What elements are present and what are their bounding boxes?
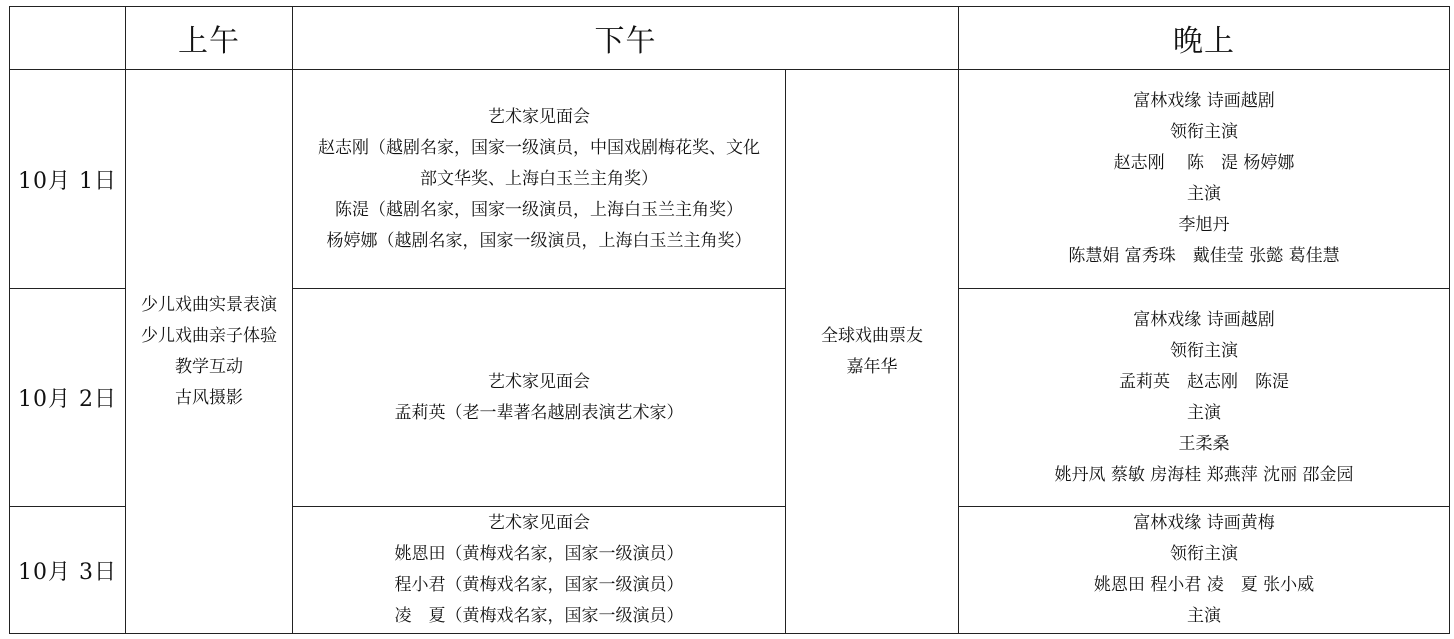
meetup-title: 艺术家见面会 (488, 106, 590, 127)
morning-activities (126, 290, 292, 414)
role-label: 主演 (1187, 402, 1221, 423)
date-cell: 10月 2日 (10, 289, 126, 507)
corner-cell (10, 7, 126, 70)
artist-line: 陈湜（越剧名家，国家一级演员，上海白玉兰主角奖） (335, 199, 743, 220)
artist-line: 姚恩田（黄梅戏名家，国家一级演员） (394, 544, 684, 564)
evening-performance (959, 86, 1449, 272)
evening-performance-cell (959, 70, 1450, 289)
artist-line: 凌 夏（黄梅戏名家，国家一级演员） (394, 606, 684, 626)
meetup-title: 艺术家见面会 (488, 513, 590, 533)
afternoon-meetup-cell (293, 507, 786, 634)
show-title: 富林戏缘 诗画黄梅 (1133, 513, 1275, 533)
artist-line: 赵志刚（越剧名家，国家一级演员，中国戏剧梅花奖、文化 (318, 137, 760, 158)
afternoon-meetup (293, 367, 785, 429)
lead-actors: 赵志刚 陈 湜 杨婷娜 (1113, 153, 1295, 173)
schedule-table (9, 6, 1450, 634)
role-label: 领衔主演 (1170, 340, 1238, 361)
actor-line: 王柔桑 (1178, 433, 1230, 454)
carnival-line: 全球戏曲票友 (821, 325, 923, 346)
header-row (10, 7, 1450, 70)
header-evening: 晚上 (959, 7, 1450, 70)
afternoon-meetup (293, 102, 785, 257)
artist-line: 孟莉英（老一辈著名越剧表演艺术家） (394, 402, 684, 423)
header-morning: 上午 (126, 7, 293, 70)
morning-line: 少儿戏曲亲子体验 (141, 325, 277, 346)
show-title: 富林戏缘 诗画越剧 (1133, 309, 1275, 330)
role-label: 领衔主演 (1170, 122, 1238, 142)
evening-performance (959, 508, 1449, 632)
actor-line: 陈慧娟 富秀珠 戴佳莹 张懿 葛佳慧 (1068, 246, 1340, 266)
role-label: 主演 (1187, 606, 1221, 626)
actor-line: 李旭丹 (1178, 215, 1230, 235)
artist-line: 部文华奖、上海白玉兰主角奖） (420, 168, 658, 189)
date-cell: 10月 3日 (10, 507, 126, 634)
afternoon-meetup-cell (293, 70, 786, 289)
evening-performance (959, 305, 1449, 491)
morning-line: 教学互动 (175, 356, 243, 377)
evening-performance-cell (959, 289, 1450, 507)
meetup-title: 艺术家见面会 (488, 371, 590, 392)
show-title: 富林戏缘 诗画越剧 (1133, 91, 1275, 111)
header-afternoon: 下午 (293, 7, 959, 70)
morning-activities-cell (126, 70, 293, 634)
afternoon-meetup (293, 508, 785, 632)
afternoon-meetup-cell (293, 289, 786, 507)
afternoon-carnival-cell (786, 70, 959, 634)
afternoon-carnival (786, 321, 958, 383)
day-row-1 (10, 70, 1450, 289)
evening-performance-cell (959, 507, 1450, 634)
role-label: 主演 (1187, 184, 1221, 204)
carnival-line: 嘉年华 (846, 356, 898, 377)
artist-line: 杨婷娜（越剧名家，国家一级演员，上海白玉兰主角奖） (326, 230, 752, 251)
actor-line: 姚丹凤 蔡敏 房海桂 郑燕萍 沈丽 邵金园 (1054, 464, 1354, 485)
date-cell: 10月 1日 (10, 70, 126, 289)
role-label: 领衔主演 (1170, 544, 1238, 564)
morning-line: 少儿戏曲实景表演 (141, 294, 277, 315)
lead-actors: 姚恩田 程小君 凌 夏 张小威 (1093, 575, 1315, 595)
morning-line: 古风摄影 (175, 387, 243, 408)
artist-line: 程小君（黄梅戏名家，国家一级演员） (394, 575, 684, 595)
lead-actors: 孟莉英 赵志刚 陈湜 (1119, 371, 1289, 392)
